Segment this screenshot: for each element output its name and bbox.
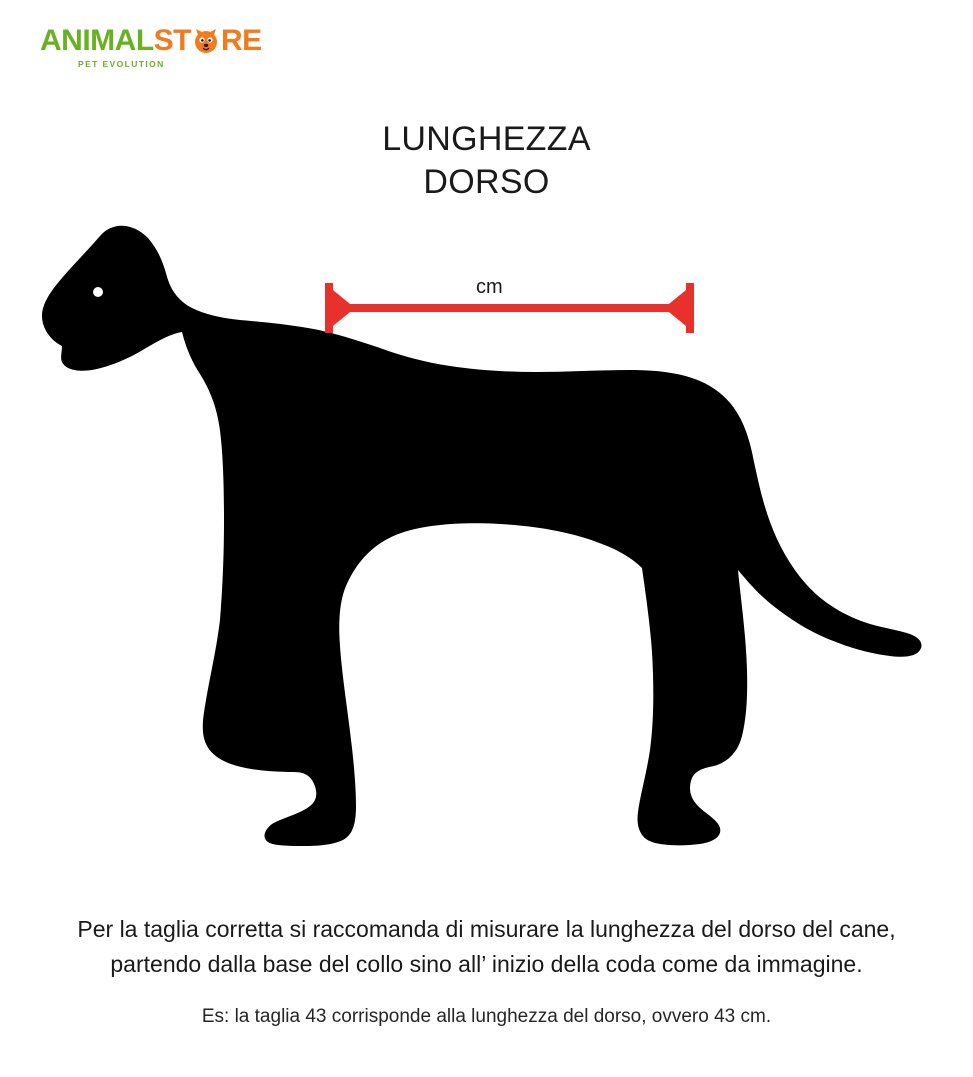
example-note: Es: la taglia 43 corrisponde alla lunghezza del dorso, ovvero 43 cm. <box>201 1006 772 1027</box>
brand-word-animal: ANIMAL <box>40 24 154 57</box>
page-title <box>0 118 973 203</box>
instruction-line2: partendo dalla base del collo sino all’ inizio della coda come da immagine. <box>110 950 863 977</box>
instruction-line1: Per la taglia corretta si raccomanda di misurare la lunghezza del dorso del cane, <box>77 916 896 942</box>
brand-logo-row <box>40 26 262 56</box>
page-title-line1: LUNGHEZZA <box>382 120 591 158</box>
dog-eye <box>93 287 103 297</box>
brand-word-re: RE <box>221 24 262 57</box>
page-title-line2: DORSO <box>423 162 550 201</box>
measure-unit-label: cm <box>466 276 513 299</box>
brand-word-st: ST <box>153 24 191 57</box>
pet-face-icon <box>191 26 221 56</box>
brand-logo <box>40 26 262 69</box>
dog-silhouette-shape <box>42 226 922 846</box>
dog-measurement-diagram <box>0 200 973 890</box>
brand-tagline: PET EVOLUTION <box>78 59 165 69</box>
instruction-text <box>0 912 973 981</box>
